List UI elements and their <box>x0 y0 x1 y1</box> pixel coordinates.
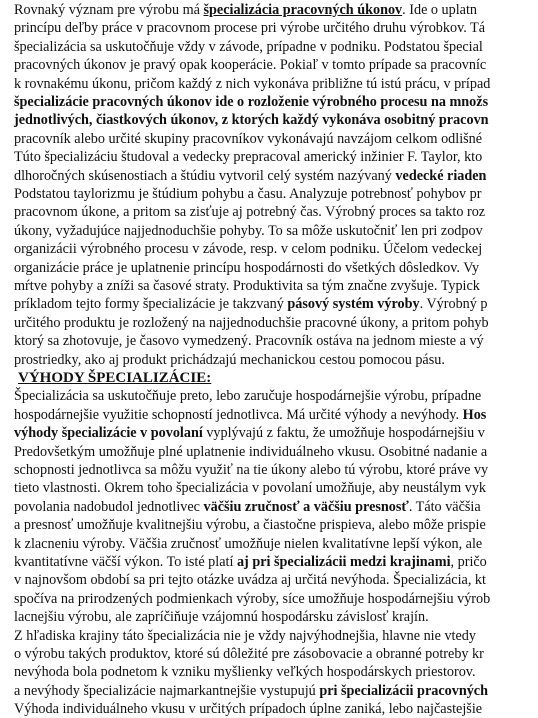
body-text: ktorý sa zhotovuje, je časovo vymedzený. Pracovník ostáva na jednom mieste a vý <box>14 333 484 350</box>
emphasized-text: Hos <box>462 406 487 423</box>
text-line <box>14 406 486 424</box>
body-text: Z hľadiska krajiny táto špecializácia nie je vždy najvýhodnejšia, hlavne nie vtedy <box>14 627 476 644</box>
body-text: pracovník alebo určité skupiny pracovníkov vykonávajú navzájom celkom odlišné <box>14 130 483 147</box>
text-line <box>14 75 490 93</box>
body-text: Podstatou taylorizmu je štúdium pohybu a času. Analyzuje potrebnosť pohybov pr <box>14 186 482 202</box>
text-line <box>14 167 486 185</box>
text-line <box>14 424 485 442</box>
text-line <box>14 443 487 461</box>
text-line <box>14 111 489 129</box>
emphasized-text: výhody špecializácie v povolaní <box>14 425 203 442</box>
body-text: lacnejšiu výrobu, ale zapríčiňuje vzájomnú hospodársku závislosť krajín. <box>14 609 429 626</box>
text-line <box>14 185 481 203</box>
body-text: . Výrobný p <box>419 296 488 313</box>
text-line <box>14 240 482 258</box>
body-text: , pričo <box>450 554 487 570</box>
text-line <box>14 571 486 589</box>
text-line <box>14 608 429 626</box>
body-text: povolania nadobudol jednotlivec <box>14 498 204 515</box>
text-line <box>14 553 487 571</box>
body-text: spočíva na prirodzených podmienkach výroby, síce umožňuje hospodárnejšiu výrob <box>14 590 491 607</box>
body-text: hospodárnejšie využitie schopností jednotlivca. Má určité výhody a nevýhody. <box>14 406 463 423</box>
emphasized-text: špecializácia pracovných úkonov <box>203 2 403 18</box>
body-text: schopnosti jednotlivca sa môžu využiť na tie úkony alebo tú výrobu, ktoré práve vy <box>14 462 489 478</box>
body-text: nevýhoda bola podnetom k vzniku myšlienky veľkých hospodárskych priestorov. <box>14 664 476 681</box>
body-text: príkladom tejto formy špecializácie je takzvaný <box>14 296 288 313</box>
body-text: Túto špecializáciu študoval a vedecky prepracoval americký inžinier F. Taylor, kto <box>14 149 483 166</box>
text-line <box>14 38 483 56</box>
emphasized-text: pásový systém výroby <box>287 296 420 313</box>
body-text: k zlacneniu výroby. Väčšia zručnosť umožňuje nielen kvalitatívne lepší výkon, ale <box>14 535 483 552</box>
emphasized-text: aj pri špecializácii medzi krajinami <box>236 554 451 570</box>
text-line <box>14 479 486 497</box>
text-line <box>14 203 485 221</box>
body-text: . Ide o uplatn <box>402 2 478 18</box>
body-text: organizácii výrobného procesu v závode, resp. v celom podniku. Účelom vedeckej <box>14 241 483 258</box>
text-line <box>14 498 481 516</box>
body-text: určitého produktu je rozložený na najjednoduchšie pracovné úkony, a pritom pohyb <box>14 314 489 331</box>
text-line <box>14 387 481 405</box>
text-line <box>14 259 479 277</box>
text-line <box>14 590 490 608</box>
text-line <box>14 332 484 350</box>
text-line <box>14 148 482 166</box>
text-line <box>14 682 488 700</box>
text-line <box>14 56 486 74</box>
body-text: princípu deľby práce v pracovnom procese pri výrobe určitého druhu výrobkov. Tá <box>14 20 486 37</box>
body-text: dlhoročných skúsenostiach a štúdiu vytvoril celý systém nazývaný <box>14 167 396 184</box>
body-text: pracovných úkonov je pravý opak kooperácie. Pokiaľ v tomto prípade sa pracovníc <box>14 57 487 74</box>
body-text: a nevýhody špecializácie najmarkantnejšie vystupujú <box>14 682 320 699</box>
text-line <box>14 295 488 313</box>
body-text: kvantitatívne väčší výkon. To isté platí <box>14 554 237 570</box>
section-heading-text: VÝHODY ŠPECIALIZÁCIE: <box>18 370 212 386</box>
emphasized-text: väčšiu zručnosť a väčšiu presnosť <box>203 498 409 515</box>
text-line <box>14 627 476 645</box>
body-text: tieto vlastnosti. Okrem toho špecializácia v povolaní umožňuje, aby neustálym vyk <box>14 480 487 497</box>
body-text: Výhoda individuálneho vkusu v určitých prípadoch úplne zaniká, lebo najčastejšie <box>14 701 483 718</box>
text-line <box>14 93 488 111</box>
text-line <box>14 516 486 534</box>
text-line <box>14 222 483 240</box>
emphasized-text: špecializácie pracovných úkonov ide o rozloženie výrobného procesu na množs <box>14 94 489 110</box>
body-text: . Táto väčšia <box>408 498 481 515</box>
text-line <box>14 19 485 37</box>
text-line <box>14 461 488 479</box>
text-line <box>14 700 482 718</box>
body-text: špecializácia sa uskutočňuje vždy v závode, prípadne v podniku. Podstatou špecial <box>14 38 483 55</box>
emphasized-text: pri špecializácii pracovných <box>319 682 488 699</box>
text-line <box>14 663 476 681</box>
body-text: a presnosť umožňuje kvalitnejšiu výrobu, a čiastočne prispieva, alebo môže prispie <box>14 517 486 534</box>
text-line <box>14 277 480 295</box>
body-text: Rovnaký význam pre výrobu má <box>14 2 204 18</box>
text-line <box>14 535 482 553</box>
emphasized-text: jednotlivých, čiastkových úkonov, z ktorých každý vykonáva osobitný pracovn <box>14 112 489 129</box>
body-text: vyplývajú z faktu, že umožňuje hospodárnejšiu v <box>202 425 485 442</box>
text-line <box>14 645 484 663</box>
body-text: o výrobu takých produktov, ktoré sú dôležité pre zásobovacie a obranné potreby kr <box>14 646 484 662</box>
emphasized-text: vedecké riaden <box>395 167 487 184</box>
body-text: Špecializácia sa uskutočňuje preto, lebo zaručuje hospodárnejšie výrobu, prípadne <box>14 388 482 405</box>
body-text: v najnovšom období sa pri tejto otázke uvádza aj určitá nevýhoda. Špecializácia, kt <box>14 572 486 589</box>
text-line <box>14 351 445 369</box>
text-line <box>14 314 489 332</box>
section-heading <box>0 369 211 387</box>
text-line <box>14 130 482 148</box>
text-line <box>14 1 477 19</box>
body-text: pracovnom úkone, a pritom sa zisťuje aj potrebný čas. Výrobný proces sa takto roz <box>14 204 486 221</box>
body-text: prostriedky, ako aj produkt prichádzajú mechanickou cestou pomocou pásu. <box>14 351 445 368</box>
body-text: úkony, vyžadujúce najjednoduchšie pohyby. To sa môže uskutočniť len pri zodpov <box>14 222 483 239</box>
body-text: k rovnakému úkonu, pričom každý z nich vykonáva približne tú istú prácu, v prípad <box>14 75 491 92</box>
body-text: mŕtve pohyby a zníži sa časové straty. Produktivita sa tým značne zvyšuje. Typick <box>14 278 480 294</box>
body-text: organizácie práce je uplatnenie princípu hospodárnosti do všetkých dôsledkov. Vy <box>14 259 480 276</box>
body-text: Predovšetkým umožňuje plné uplatnenie individuálneho vkusu. Osobitné nadanie a <box>14 443 488 460</box>
